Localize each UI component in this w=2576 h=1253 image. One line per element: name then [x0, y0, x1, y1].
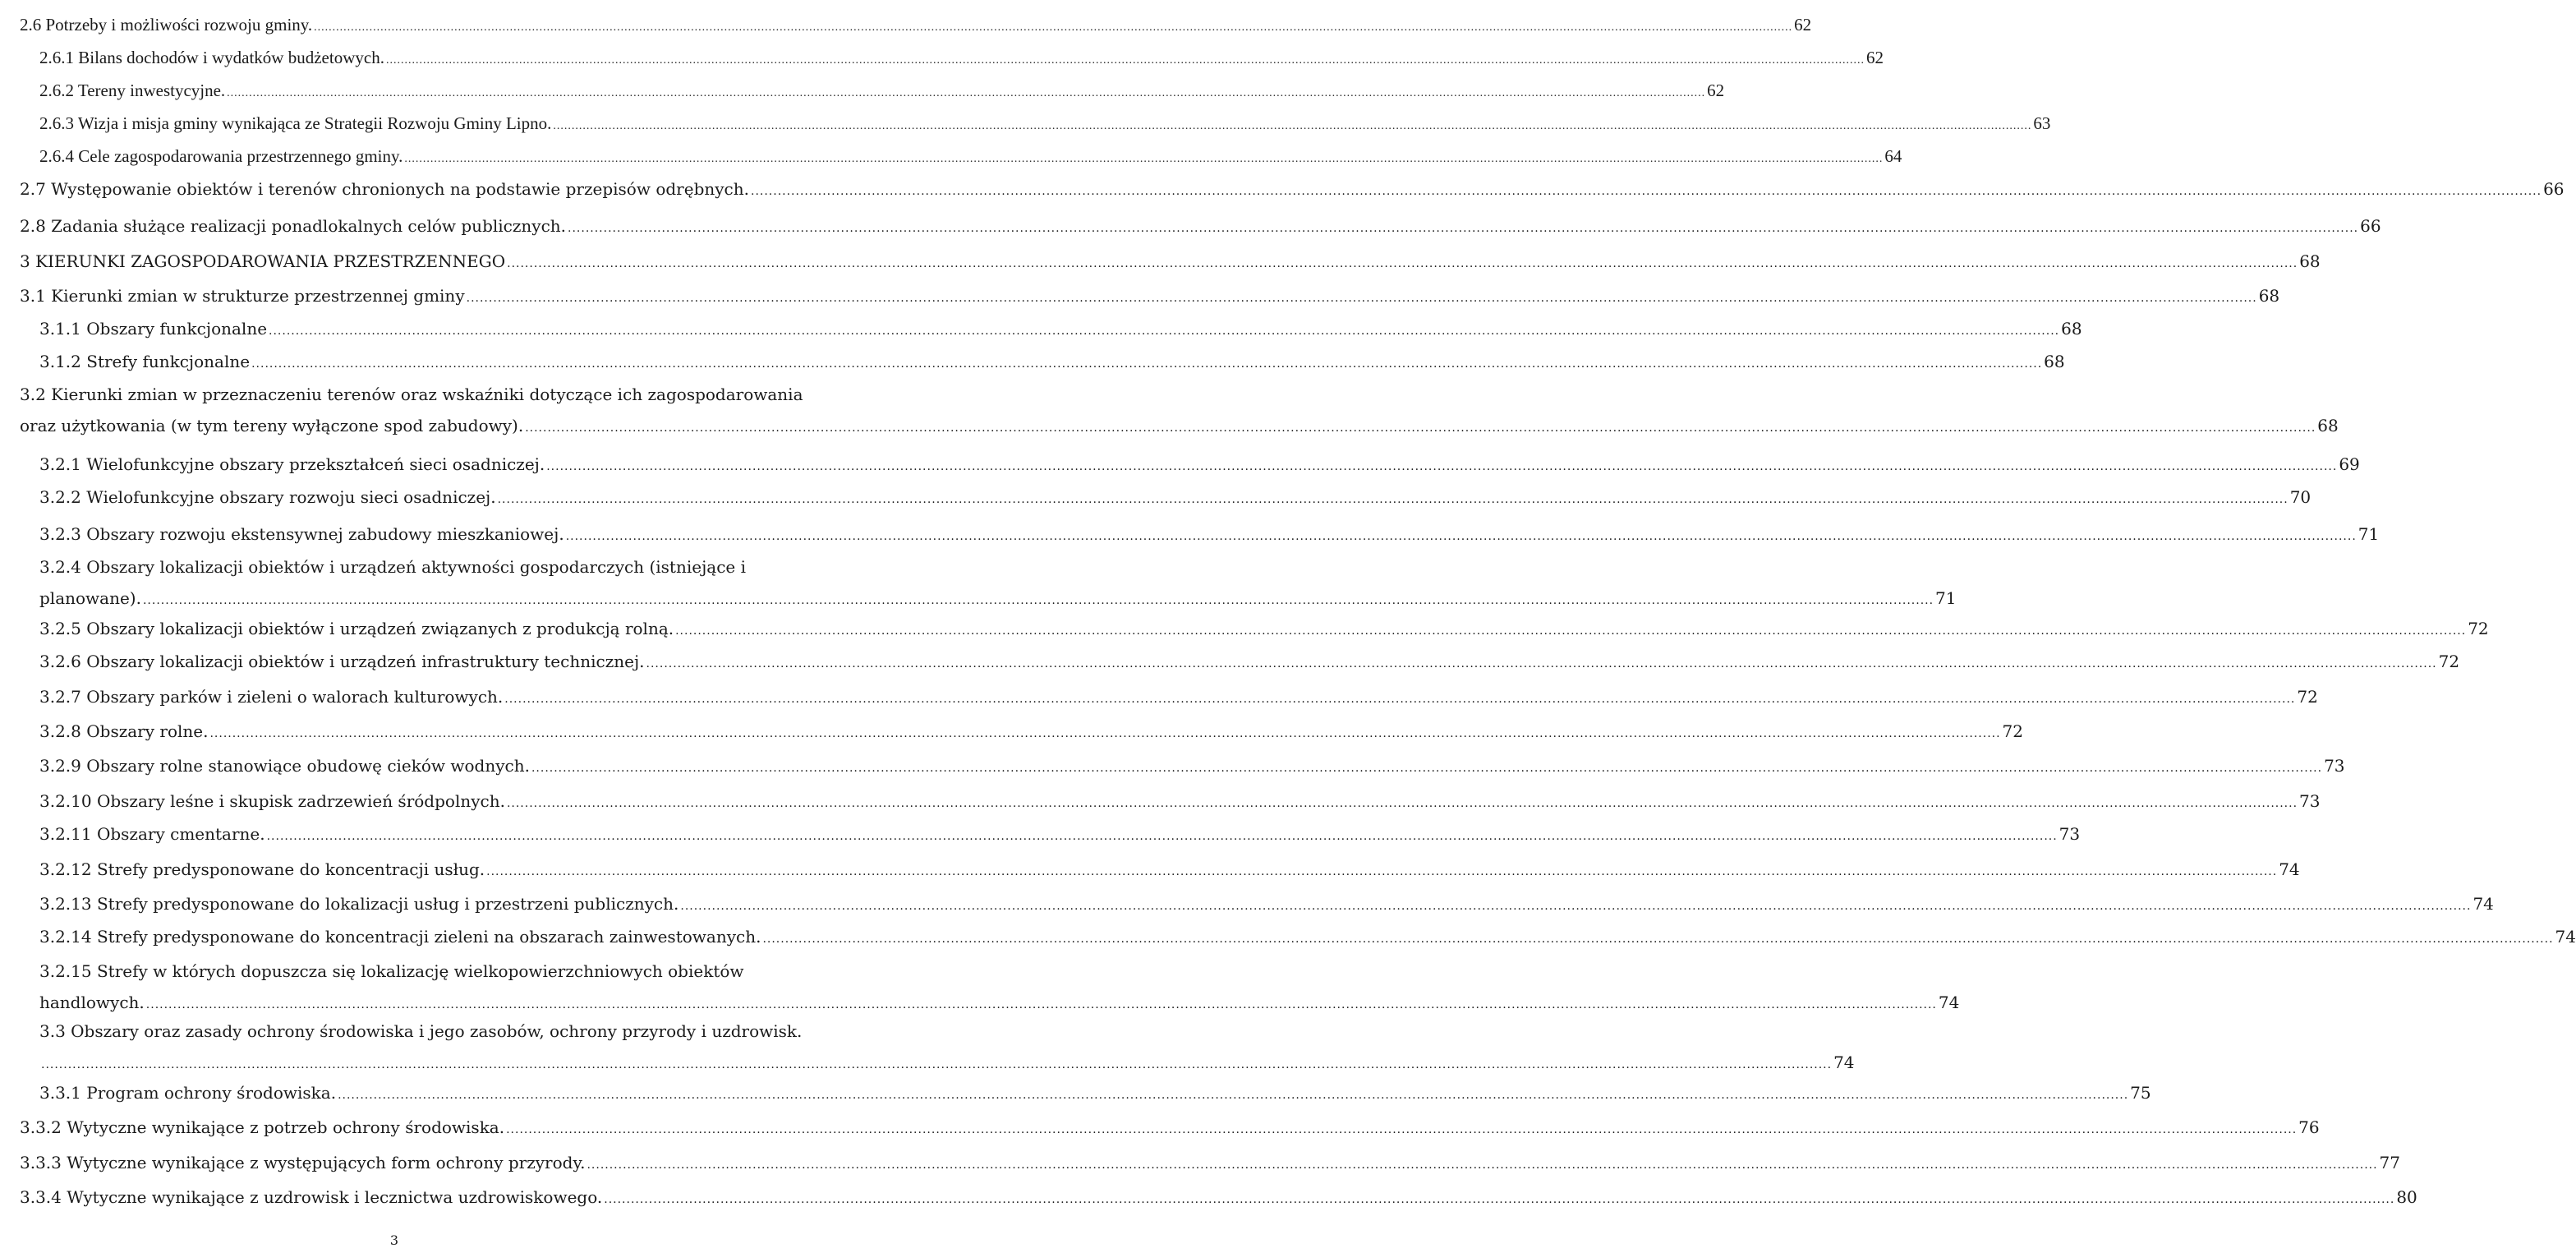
toc-entry-title-line1: 3.2.4 Obszary lokalizacji obiektów i urządzeń aktywności gospodarczych (istniejące i — [39, 557, 746, 577]
toc-entry[interactable] — [39, 785, 2321, 819]
toc-entry[interactable] — [39, 1016, 1855, 1080]
dot-leader: ................................................................................................................................................................................................................................................................................................................................................................................................................ — [568, 222, 2359, 235]
toc-entry-page: 68 — [2061, 319, 2082, 339]
toc-entry-title: 3.2.2 Wielofunkcyjne obszary rozwoju sieci osadniczej. — [39, 487, 496, 507]
dot-leader: ................................................................................................................................................................................................................................................................................................................................................................................................................ — [404, 153, 1884, 165]
toc-entry-title-line1: 3.2.15 Strefy w których dopuszcza się lokalizację wielkopowierzchniowych obiektów — [39, 961, 744, 981]
toc-entry[interactable] — [39, 888, 2494, 922]
toc-entry-page: 75 — [2130, 1083, 2151, 1103]
dot-leader: ................................................................................................................................................................................................................................................................................................................................................................................................................ — [269, 325, 2060, 338]
toc-entry-title: 2.6 Potrzeby i możliwości rozwoju gminy. — [20, 15, 313, 35]
toc-entry-title: 3.2.11 Obszary cmentarne. — [39, 824, 265, 844]
toc-entry-page: 68 — [2258, 286, 2280, 306]
dot-leader: ................................................................................................................................................................................................................................................................................................................................................................................................................ — [338, 1089, 2129, 1102]
toc-entry-page: 73 — [2058, 824, 2081, 844]
toc-entry-title: 3.2.3 Obszary rozwoju ekstensywnej zabudowy mieszkaniowej. — [39, 524, 564, 544]
toc-entry[interactable] — [20, 246, 2321, 279]
toc-entry-title: 3.2.14 Strefy predysponowane do koncentracji zieleni na obszarach zainwestowanych. — [39, 927, 761, 947]
page-number: 3 — [389, 1232, 399, 1248]
dot-leader: ................................................................................................................................................................................................................................................................................................................................................................................................................ — [646, 657, 2437, 670]
toc-entry-page: 69 — [2339, 454, 2360, 474]
toc-entry-title: 2.7 Występowanie obiektów i terenów chronionych na podstawie przepisów odrębnych. — [20, 179, 749, 199]
toc-entry-page: 72 — [2297, 687, 2318, 707]
toc-entry-title: 3.2.9 Obszary rolne stanowiące obudowę cieków wodnych. — [39, 756, 530, 776]
toc-entry-title: 3.1 Kierunki zmian w strukturze przestrzennej gminy — [20, 286, 465, 306]
toc-entry-page: 70 — [2289, 487, 2312, 507]
toc-entry-page: 72 — [2468, 619, 2489, 638]
toc-entry-page: 62 — [1707, 81, 1725, 100]
toc-entry[interactable] — [39, 346, 2065, 380]
toc-entry-page: 72 — [2002, 721, 2023, 741]
toc-entry[interactable] — [39, 313, 2082, 347]
toc-entry[interactable] — [20, 173, 2564, 207]
toc-entry-title: 2.6.1 Bilans dochodów i wydatków budżetowych. — [39, 48, 384, 67]
toc-entry[interactable] — [39, 108, 2051, 142]
dot-leader: ................................................................................................................................................................................................................................................................................................................................................................................................................ — [385, 54, 1865, 67]
toc-entry[interactable] — [20, 379, 2339, 444]
dot-leader: ................................................................................................................................................................................................................................................................................................................................................................................................................ — [507, 257, 2298, 270]
dot-leader: ................................................................................................................................................................................................................................................................................................................................................................................................................ — [751, 185, 2542, 198]
toc-entry-title: 3.2.12 Strefy predysponowane do koncentracji usług. — [39, 859, 485, 879]
dot-leader: ................................................................................................................................................................................................................................................................................................................................................................................................................ — [497, 493, 2288, 506]
toc-entry[interactable] — [20, 280, 2280, 314]
toc-entry-page: 74 — [2472, 894, 2494, 914]
toc-entry-title: 3.2.7 Obszary parków i zieleni o walorach kulturowych. — [39, 687, 504, 707]
toc-entry-title: 3.2.8 Obszary rolne. — [39, 721, 209, 741]
toc-entry-title: 3.1.1 Obszary funkcjonalne — [39, 319, 268, 339]
toc-entry-title: 3.3.4 Wytyczne wynikające z uzdrowisk i lecznictwa uzdrowiskowego. — [20, 1187, 603, 1207]
toc-entry-title: 3.2.13 Strefy predysponowane do lokalizacji usług i przestrzeni publicznych. — [39, 894, 679, 914]
toc-entry-page: 76 — [2298, 1117, 2320, 1137]
toc-entry-title-line1: 3.3 Obszary oraz zasady ochrony środowiska i jego zasobów, ochrony przyrody i uzdrowisk. — [39, 1021, 803, 1041]
dot-leader: ................................................................................................................................................................................................................................................................................................................................................................................................................ — [762, 933, 2554, 946]
toc-entry-page: 77 — [2379, 1153, 2400, 1172]
toc-entry-title: 3.3.3 Wytyczne wynikające z występujących form ochrony przyrody. — [20, 1153, 586, 1172]
toc-entry-title: 2.6.4 Cele zagospodarowania przestrzennego gminy. — [39, 146, 403, 166]
toc-entry-title: handlowych. — [39, 993, 145, 1012]
toc-entry[interactable] — [39, 551, 1957, 616]
dot-leader: ................................................................................................................................................................................................................................................................................................................................................................................................................ — [41, 1058, 1833, 1071]
toc-entry[interactable] — [39, 750, 2345, 784]
toc-entry-page: 71 — [2358, 524, 2380, 544]
dot-leader: ................................................................................................................................................................................................................................................................................................................................................................................................................ — [266, 830, 2058, 843]
toc-entry-title: 2.6.2 Tereny inwestycyjne. — [39, 81, 226, 100]
toc-entry[interactable] — [39, 75, 1725, 109]
toc-entry-page: 68 — [2317, 416, 2339, 435]
toc-entry-page: 74 — [2555, 927, 2576, 947]
toc-entry-title: 2.8 Zadania służące realizacji ponadlokalnych celów publicznych. — [20, 216, 567, 236]
toc-entry[interactable] — [39, 921, 2576, 955]
dot-leader: ................................................................................................................................................................................................................................................................................................................................................................................................................ — [314, 21, 1793, 34]
dot-leader: ................................................................................................................................................................................................................................................................................................................................................................................................................ — [506, 797, 2298, 810]
toc-entry-title: 3.1.2 Strefy funkcjonalne — [39, 352, 251, 371]
toc-entry-title: 3.2.10 Obszary leśne i skupisk zadrzewień śródpolnych. — [39, 791, 505, 811]
toc-entry-page: 68 — [2044, 352, 2065, 371]
toc-entry[interactable] — [20, 1147, 2400, 1181]
toc-entry-page: 63 — [2033, 113, 2051, 133]
toc-entry-page: 74 — [2279, 859, 2300, 879]
toc-entry-title: planowane). — [39, 588, 141, 608]
dot-leader: ................................................................................................................................................................................................................................................................................................................................................................................................................ — [504, 693, 2296, 706]
dot-leader: ................................................................................................................................................................................................................................................................................................................................................................................................................ — [565, 530, 2357, 543]
dot-leader: ................................................................................................................................................................................................................................................................................................................................................................................................................ — [553, 120, 2032, 132]
toc-entry[interactable] — [39, 141, 1902, 175]
dot-leader: ................................................................................................................................................................................................................................................................................................................................................................................................................ — [525, 422, 2316, 435]
dot-leader: ................................................................................................................................................................................................................................................................................................................................................................................................................ — [251, 357, 2043, 371]
dot-leader: ................................................................................................................................................................................................................................................................................................................................................................................................................ — [227, 87, 1706, 99]
dot-leader: ................................................................................................................................................................................................................................................................................................................................................................................................................ — [586, 1159, 2378, 1172]
dot-leader: ................................................................................................................................................................................................................................................................................................................................................................................................................ — [209, 727, 2001, 740]
toc-entry[interactable] — [39, 481, 2312, 515]
toc-entry-page: 73 — [2324, 756, 2345, 776]
dot-leader: ................................................................................................................................................................................................................................................................................................................................................................................................................ — [531, 762, 2323, 775]
toc-entry-page: 64 — [1884, 146, 1902, 166]
toc-entry[interactable] — [20, 210, 2381, 244]
toc-entry-page: 74 — [1938, 993, 1960, 1012]
toc-entry-page: 68 — [2299, 251, 2321, 271]
toc-entry[interactable] — [20, 1182, 2417, 1215]
toc-entry-title: 3.3.2 Wytyczne wynikające z potrzeb ochrony środowiska. — [20, 1117, 505, 1137]
toc-entry-page: 66 — [2543, 179, 2564, 199]
dot-leader: ................................................................................................................................................................................................................................................................................................................................................................................................................ — [145, 998, 1937, 1011]
toc-entry-page: 71 — [1935, 588, 1957, 608]
toc-entry[interactable] — [20, 1112, 2320, 1145]
toc-entry-page: 72 — [2438, 652, 2460, 671]
dot-leader: ................................................................................................................................................................................................................................................................................................................................................................................................................ — [142, 594, 1934, 607]
dot-leader: ................................................................................................................................................................................................................................................................................................................................................................................................................ — [546, 460, 2338, 473]
toc-entry[interactable] — [39, 818, 2081, 852]
toc-entry-page: 62 — [1794, 15, 1812, 35]
toc-entry[interactable] — [39, 646, 2460, 679]
toc-entry[interactable] — [39, 956, 1960, 1020]
toc-entry-title: 3.2.6 Obszary lokalizacji obiektów i urządzeń infrastruktury technicznej. — [39, 652, 645, 671]
toc-entry-title: oraz użytkowania (w tym tereny wyłączone spod zabudowy). — [20, 416, 524, 435]
toc-entry[interactable] — [39, 681, 2318, 715]
dot-leader: ................................................................................................................................................................................................................................................................................................................................................................................................................ — [466, 292, 2257, 305]
toc-entry-page: 66 — [2360, 216, 2381, 236]
toc-entry-title: 3.2.5 Obszary lokalizacji obiektów i urządzeń związanych z produkcją rolną. — [39, 619, 674, 638]
toc-entry-title-line1: 3.2 Kierunki zmian w przeznaczeniu terenów oraz wskaźniki dotyczące ich zagospodarowania — [20, 385, 803, 404]
toc-entry[interactable] — [39, 613, 2489, 647]
toc-entry-page: 73 — [2299, 791, 2321, 811]
toc-entry[interactable] — [39, 1077, 2151, 1111]
toc-entry-title: 3 KIERUNKI ZAGOSPODAROWANIA PRZESTRZENNEGO — [20, 251, 506, 271]
toc-entry-title: 3.3.1 Program ochrony środowiska. — [39, 1083, 337, 1103]
toc-entry-title: 2.6.3 Wizja i misja gminy wynikająca ze Strategii Rozwoju Gminy Lipno. — [39, 113, 552, 133]
dot-leader: ................................................................................................................................................................................................................................................................................................................................................................................................................ — [680, 900, 2472, 913]
dot-leader: ................................................................................................................................................................................................................................................................................................................................................................................................................ — [675, 624, 2467, 638]
toc-entry-page: 80 — [2396, 1187, 2417, 1207]
toc-entry[interactable] — [39, 716, 2023, 749]
dot-leader: ................................................................................................................................................................................................................................................................................................................................................................................................................ — [604, 1193, 2395, 1206]
toc-entry[interactable] — [20, 9, 1812, 44]
toc-entry-page: 74 — [1833, 1053, 1855, 1072]
toc-entry[interactable] — [39, 518, 2380, 552]
toc-entry[interactable] — [39, 42, 1884, 76]
toc-entry[interactable] — [39, 854, 2300, 887]
toc-entry-page: 62 — [1865, 48, 1884, 67]
toc-entry-title: 3.2.1 Wielofunkcyjne obszary przekształceń sieci osadniczej. — [39, 454, 545, 474]
dot-leader: ................................................................................................................................................................................................................................................................................................................................................................................................................ — [486, 865, 2278, 878]
dot-leader: ................................................................................................................................................................................................................................................................................................................................................................................................................ — [506, 1123, 2298, 1136]
toc-entry[interactable] — [39, 449, 2360, 482]
